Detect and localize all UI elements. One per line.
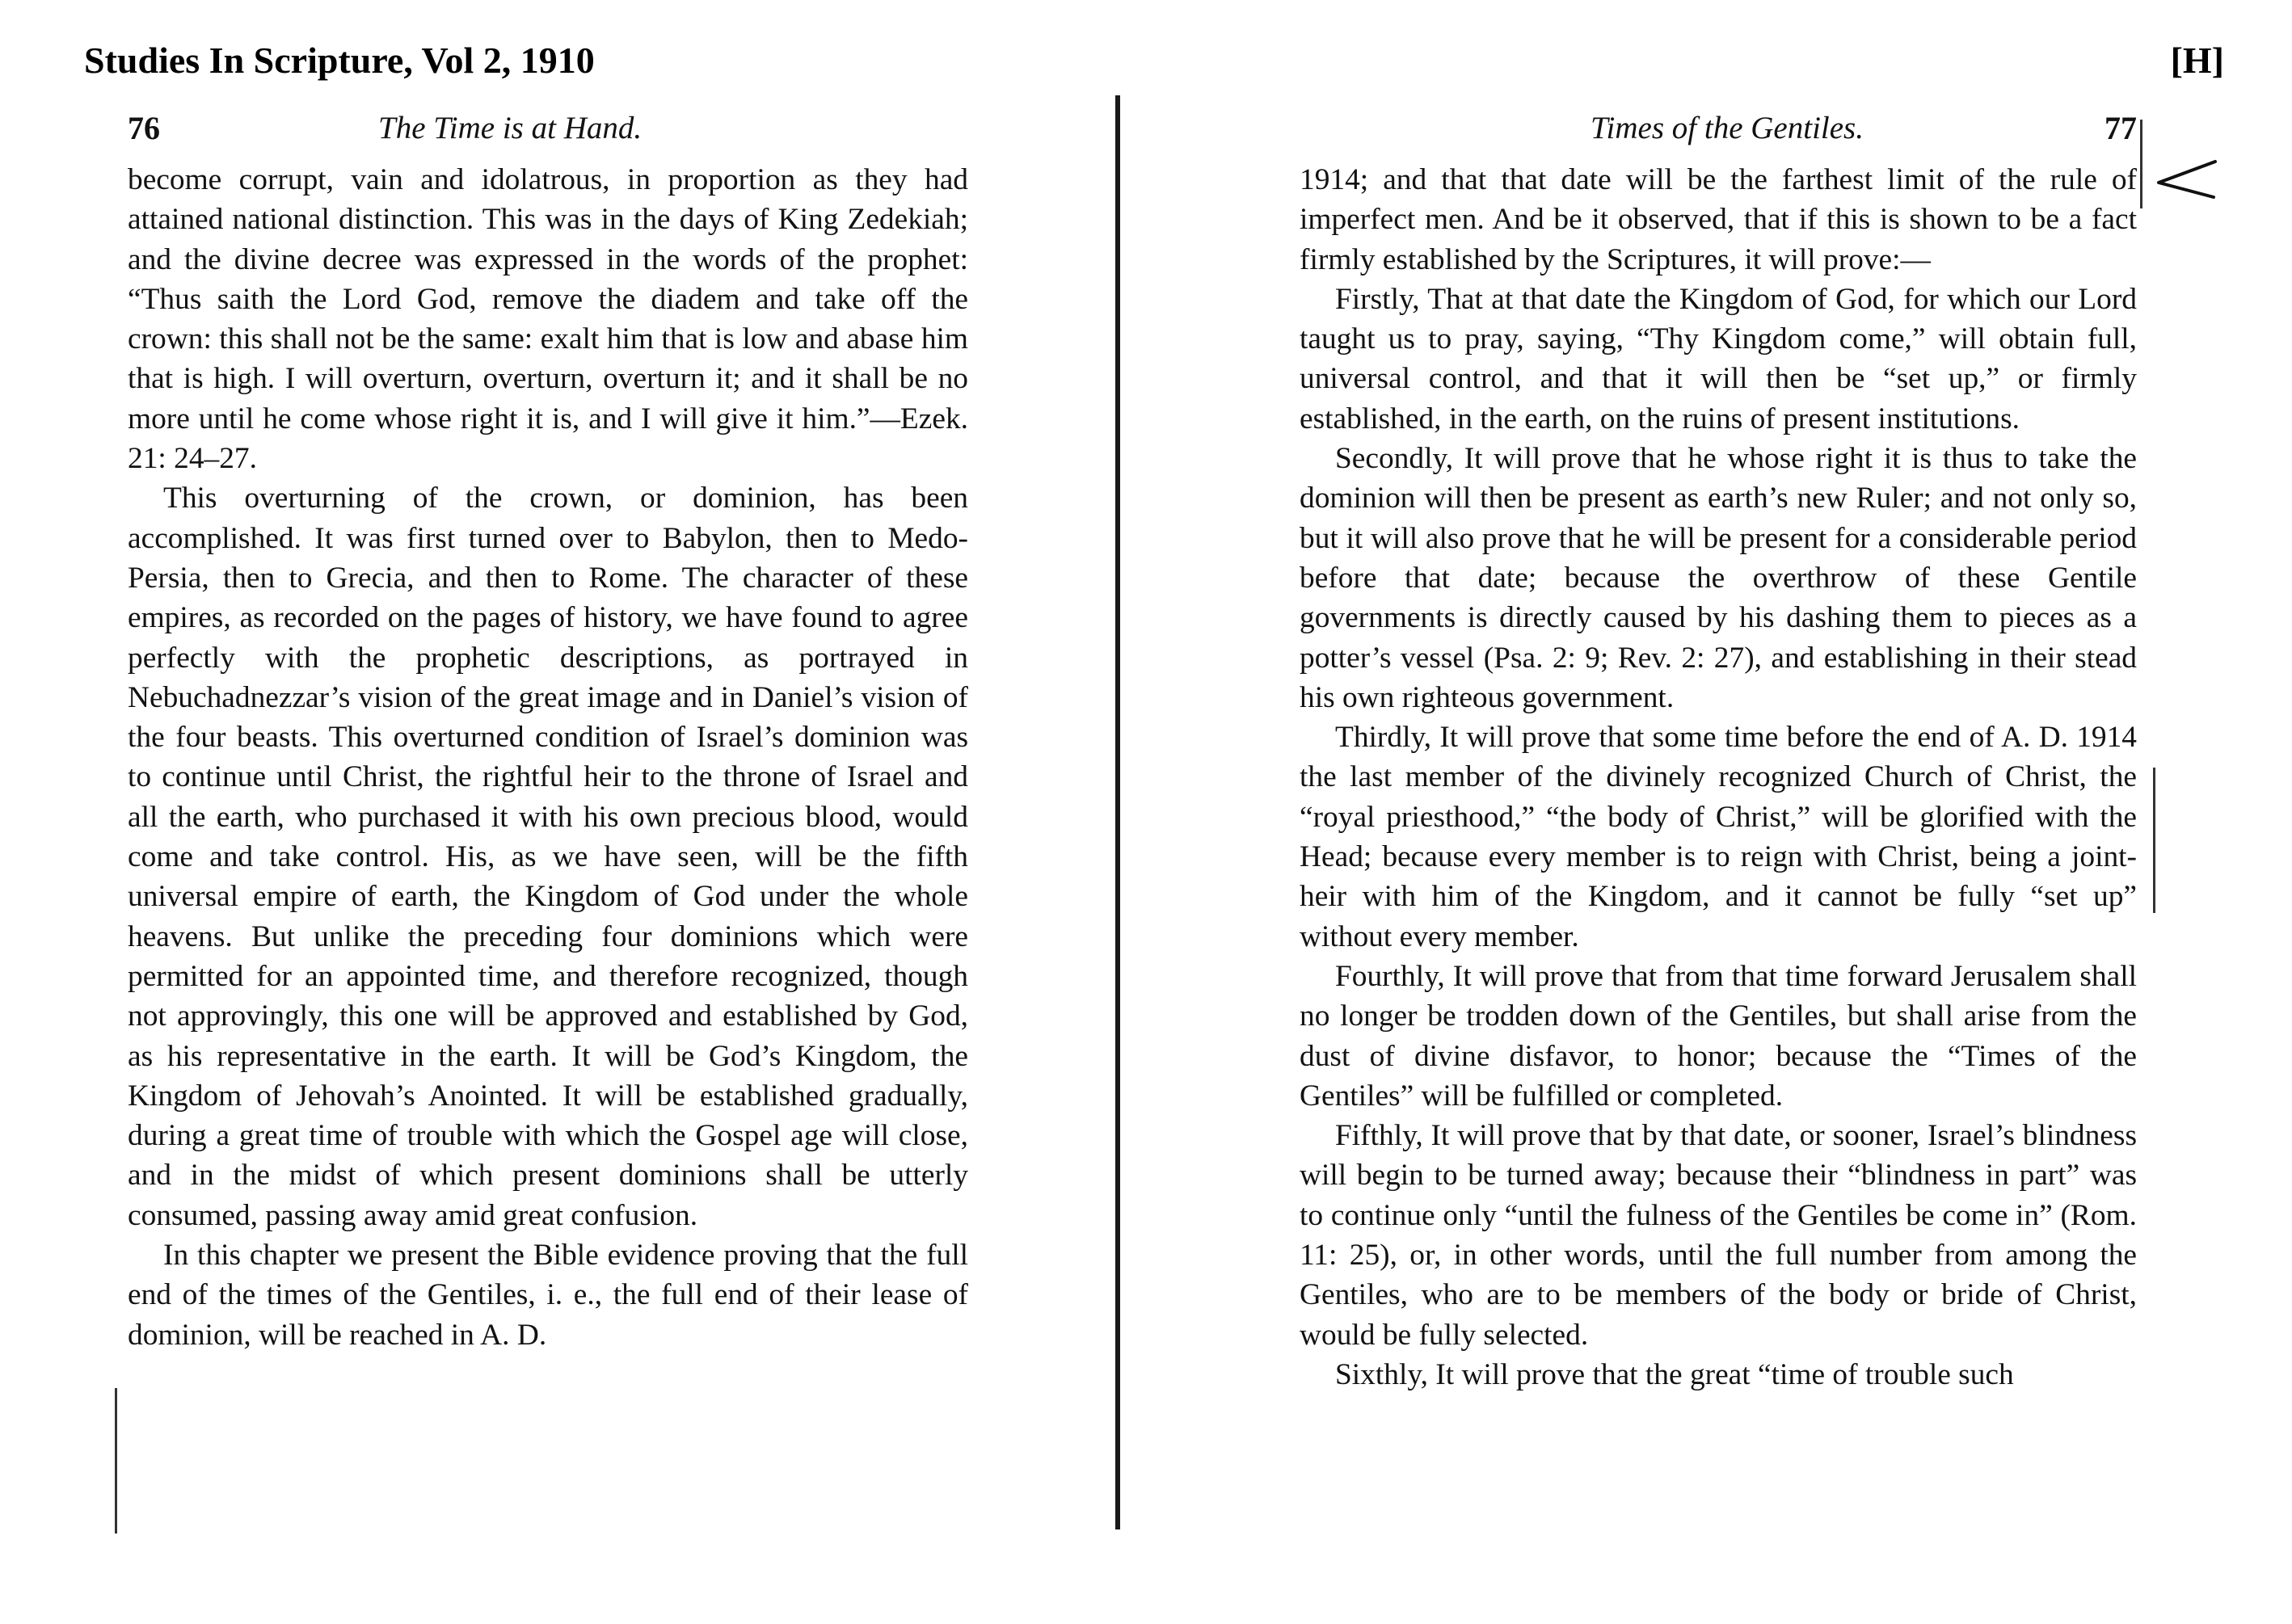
left-paragraph-3: In this chapter we present the Bible evidence proving that the full end of the times of the Gentiles, i. e., the full end of their lease of dominion, will be reached in A. D. (128, 1239, 968, 1352)
right-paragraph-4: Thirdly, It will prove that some time before the end of A. D. 1914 the last member of the divinely recognized Church of Christ, the “royal priesthood,” “the body of Christ,” will be glorified with the Head; because every member is to reign with Christ, being a joint-heir with him of the Kingdom, and it cannot be fully “set up” without every member. (1300, 721, 2137, 953)
right-running-title: Times of the Gentiles. (1590, 111, 1864, 145)
left-paragraph-1: become corrupt, vain and idolatrous, in proportion as they had attained national distinction. This was in the days of King Zedekiah; and the divine decree was expressed in the words of the prophet: “Thus saith the Lord God, remove the diadem and take off the crown: this shall not be the same: exalt him that is low and abase him that is high. I will overturn, overturn, overturn it; and it shall be no more until he come whose right it is, and I will give it him.”—Ezek. 21: 24–27. (128, 163, 968, 476)
right-paragraph-6: Fifthly, It will prove that by that date, or sooner, Israel’s blindness will begin to be turned away; because their “blindness in part” was to continue only “until the fulness of the Gentiles be come in” (Rom. 11: 25), or, in other words, until the full number from among the Gentiles, who are to be members of the body or bride of Christ, would be fully selected. (1300, 1119, 2137, 1352)
left-running-head (128, 103, 968, 160)
right-page (1300, 103, 2137, 1395)
right-paragraph-2: Firstly, That at that date the Kingdom of God, for which our Lord taught us to pray, saying, “Thy Kingdom come,” will obtain full, universal control, and that it will then be “set up,” or firmly established, in the earth, on the ruins of present institutions. (1300, 282, 2137, 435)
right-running-head (1300, 103, 2137, 160)
right-paragraph-7: Sixthly, It will prove that the great “time of trouble such (1335, 1357, 2014, 1391)
left-running-title: The Time is at Hand. (378, 111, 643, 145)
right-paragraph-5: Fourthly, It will prove that from that time forward Jerusalem shall no longer be trodden down of the Gentiles, but shall arise from the dust of divine disfavor, to honor; because the “Times of the Gentiles” will be fulfilled or completed. (1300, 959, 2137, 1113)
left-paragraph-2: This overturning of the crown, or dominion, has been accomplished. It was first turned over to Babylon, then to Medo-Persia, then to Grecia, and then to Rome. The character of these empires, as recorded on the pages of history, we have found to agree perfectly with the prophetic descriptions, as portrayed in Nebuchadnezzar’s vision of the great image and in Daniel’s vision of the four beasts. This overturned condition of Israel’s dominion was to continue until Christ, the rightful heir to the throne of Israel and all the earth, who purchased it with his own precious blood, would come and take control. His, as we have seen, will be the fifth universal empire of earth, the Kingdom of God under the whole heavens. But unlike the preceding four dominions which were permitted for an appointed time, and therefore recognized, though not approvingly, this one will be approved and established by God, as his representative in the earth. It will be God’s Kingdom, the Kingdom of Jehovah’s Anointed. It will be established gradually, during a great time of trouble with which the Gospel age will close, and in the midst of which present dominions shall be utterly consumed, passing away amid great confusion. (128, 482, 968, 1232)
left-page-number: 76 (128, 110, 160, 146)
page-divider (1115, 95, 1120, 1529)
margin-mark-right-mid (2153, 768, 2155, 913)
document-title: Studies In Scripture, Vol 2, 1910 (84, 40, 595, 81)
left-page (128, 103, 968, 1355)
margin-mark-right-top (2140, 120, 2142, 208)
right-page-number: 77 (2105, 110, 2137, 146)
margin-mark-left (115, 1388, 117, 1534)
document-tag: [H] (2170, 40, 2224, 81)
right-paragraph-3: Secondly, It will prove that he whose right it is thus to take the dominion will then be present as earth’s new Ruler; and not only so, but it will also prove that he will be present for a considerable period before that date; because the overthrow of these Gentile governments is directly caused by his dashing them to pieces as a potter’s vessel (Psa. 2: 9; Rev. 2: 27), and establishing in their stead his own righteous government. (1300, 442, 2137, 714)
margin-arrow-icon (2154, 158, 2218, 200)
right-paragraph-1: 1914; and that that date will be the farthest limit of the rule of imperfect men. And be it observed, that if this is shown to be a fact firmly established by the Scriptures, it will prove:— (1300, 163, 2137, 276)
